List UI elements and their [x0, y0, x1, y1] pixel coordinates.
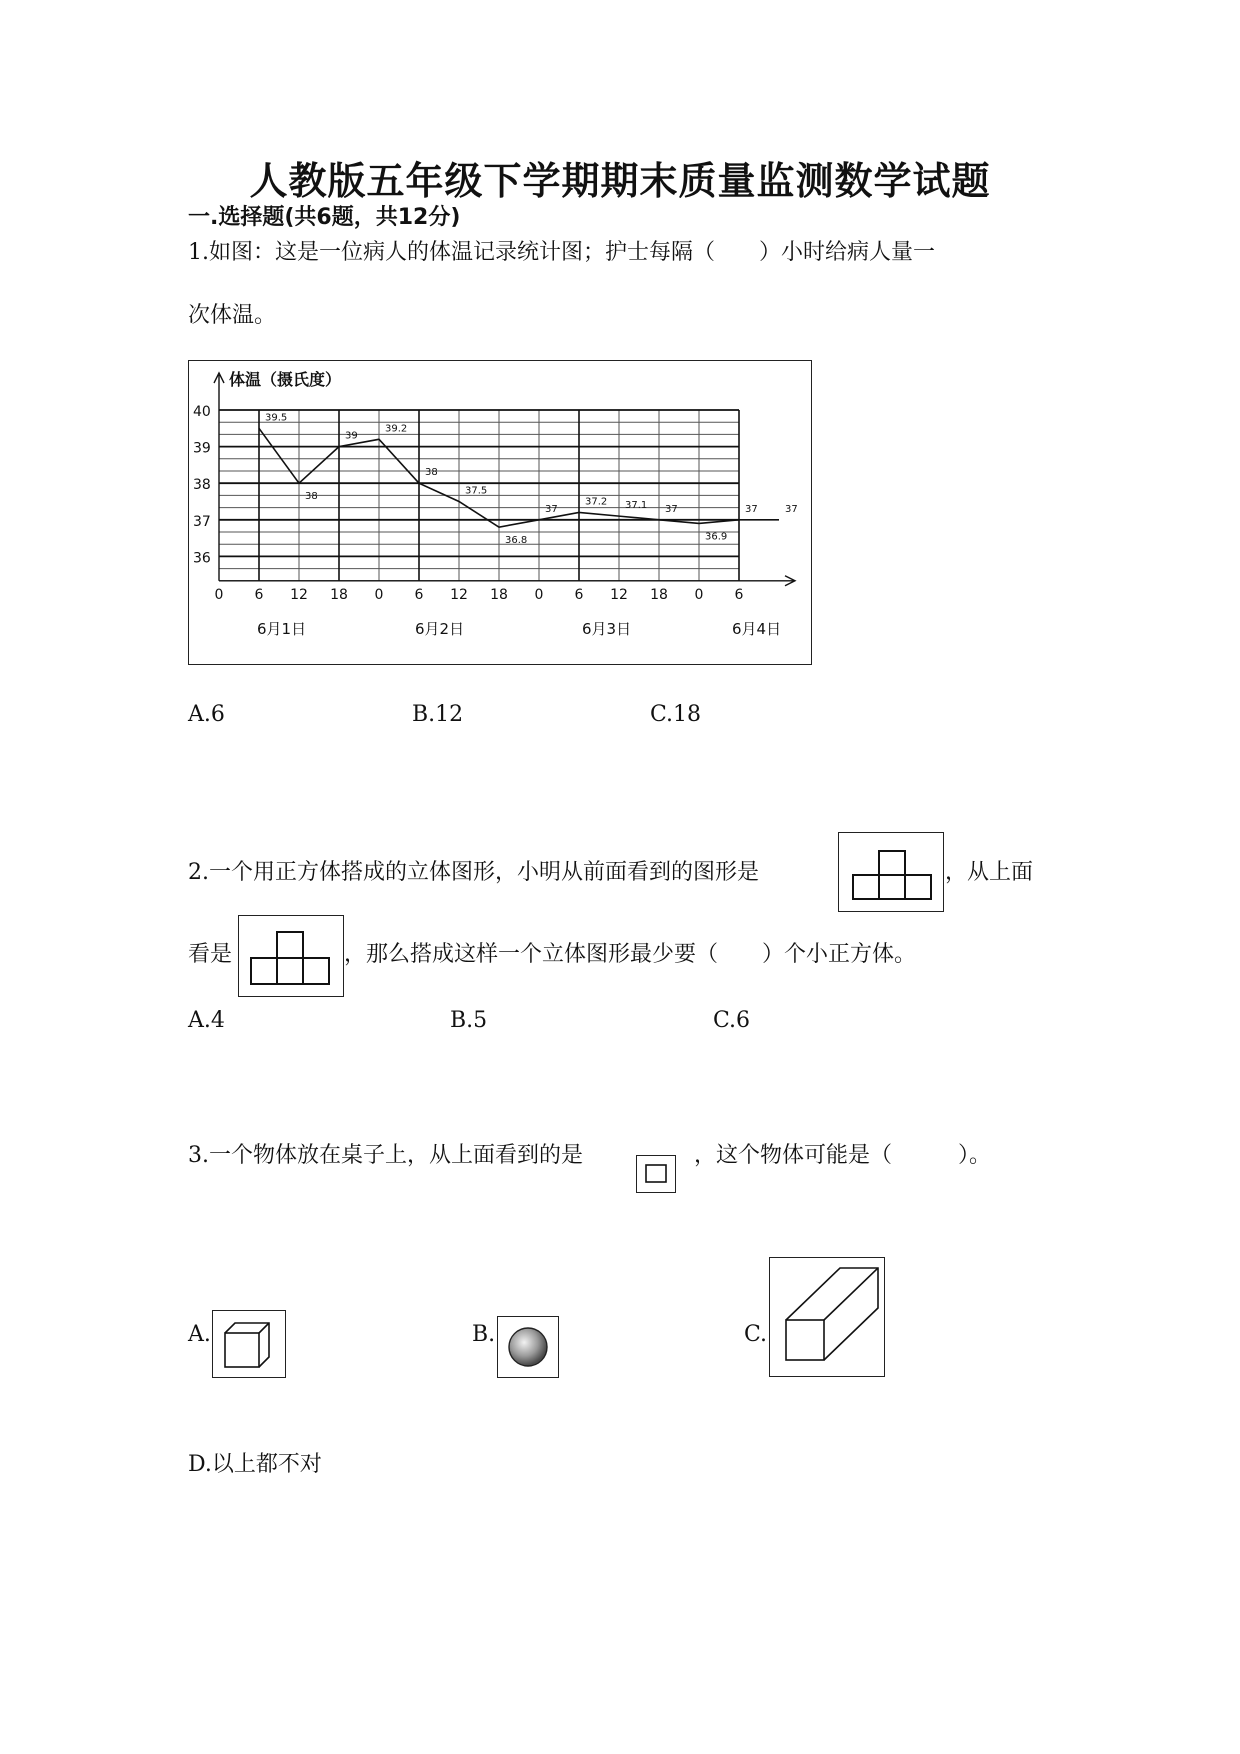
x-tick-label: 6 — [574, 586, 584, 603]
q3-text-part2: ，这个物体可能是（ ）。 — [694, 1143, 992, 1168]
square-top-view-icon — [637, 1156, 675, 1192]
y-tick-label: 38 — [193, 477, 211, 494]
x-tick-label: 18 — [330, 586, 348, 603]
page-title: 人教版五年级下学期期末质量监测数学试题 — [249, 159, 991, 203]
q2-option-a[interactable]: A.4 — [188, 1008, 225, 1033]
sphere-icon — [498, 1317, 558, 1377]
x-tick-label: 12 — [450, 586, 468, 603]
x-date-label: 6月3日 — [582, 619, 632, 638]
x-tick-label: 18 — [490, 586, 508, 603]
data-label: 36.9 — [705, 531, 728, 543]
data-label: 37 — [785, 503, 798, 515]
y-tick-label: 39 — [193, 440, 211, 457]
temperature-series-line — [259, 428, 779, 527]
q2-option-c[interactable]: C.6 — [713, 1008, 751, 1033]
q3-option-a[interactable]: A. — [188, 1322, 211, 1347]
q3-option-d[interactable]: D.以上都不对 — [188, 1452, 322, 1477]
x-tick-label: 6 — [734, 586, 744, 603]
x-tick-label: 0 — [534, 586, 544, 603]
x-tick-label: 6 — [254, 586, 264, 603]
q3-option-b[interactable]: B. — [472, 1322, 496, 1347]
q3-option-c-figure — [769, 1257, 885, 1377]
section-heading: 一.选择题(共6题，共12分) — [188, 205, 461, 230]
data-label: 37.5 — [465, 485, 488, 497]
x-tick-label: 12 — [290, 586, 308, 603]
q2-text-part1: 2.一个用正方体搭成的立体图形，小明从前面看到的图形是 — [188, 860, 759, 885]
data-label: 38 — [425, 467, 438, 479]
y-tick-label: 37 — [193, 513, 211, 530]
q1-text-line2: 次体温。 — [188, 303, 277, 328]
q2-text-part2: ，从上面 — [945, 860, 1034, 885]
data-label: 37.1 — [625, 500, 648, 512]
x-tick-label: 0 — [694, 586, 704, 603]
data-label: 37 — [665, 503, 678, 515]
front-view-cubes-icon — [839, 833, 943, 911]
x-tick-label: 0 — [214, 586, 224, 603]
q3-top-view-figure — [636, 1155, 676, 1193]
q2-top-view-figure — [238, 915, 344, 997]
x-tick-label: 12 — [610, 586, 628, 603]
data-label: 36.8 — [505, 535, 528, 547]
q1-text-line1: 1.如图：这是一位病人的体温记录统计图；护士每隔（ ）小时给病人量一 — [188, 240, 935, 265]
q2-text-part3: 看是 — [188, 942, 233, 967]
data-label: 37 — [545, 503, 558, 515]
data-label: 39.2 — [385, 423, 408, 435]
x-tick-label: 6 — [414, 586, 424, 603]
q3-text-part1: 3.一个物体放在桌子上，从上面看到的是 — [188, 1143, 583, 1168]
temperature-chart-frame — [188, 360, 812, 665]
x-tick-label: 18 — [650, 586, 668, 603]
cube-icon — [213, 1311, 285, 1377]
data-label: 39.5 — [265, 412, 288, 424]
top-view-cubes-icon — [239, 916, 343, 996]
data-label: 37.2 — [585, 496, 608, 508]
q2-option-b[interactable]: B.5 — [450, 1008, 488, 1033]
x-date-label: 6月1日 — [257, 619, 307, 638]
y-tick-label: 36 — [193, 550, 211, 567]
data-label: 39 — [345, 430, 358, 442]
x-date-label: 6月4日 — [732, 619, 782, 638]
q3-option-c[interactable]: C. — [744, 1322, 768, 1347]
q1-option-a[interactable]: A.6 — [188, 702, 225, 727]
q2-front-view-figure — [838, 832, 944, 912]
q3-option-a-figure — [212, 1310, 286, 1378]
x-tick-label: 0 — [374, 586, 384, 603]
data-label: 37 — [745, 503, 758, 515]
q1-option-c[interactable]: C.18 — [650, 702, 702, 727]
q1-option-b[interactable]: B.12 — [412, 702, 464, 727]
x-date-label: 6月2日 — [415, 619, 465, 638]
cuboid-icon — [770, 1258, 884, 1376]
temperature-line-chart — [189, 361, 811, 664]
y-axis-title: 体温（摄氏度） — [229, 370, 342, 389]
q3-option-b-figure — [497, 1316, 559, 1378]
y-tick-label: 40 — [193, 404, 211, 420]
q2-text-part4: ，那么搭成这样一个立体图形最少要（ ）个小正方体。 — [344, 942, 917, 967]
data-label: 38 — [305, 491, 318, 503]
